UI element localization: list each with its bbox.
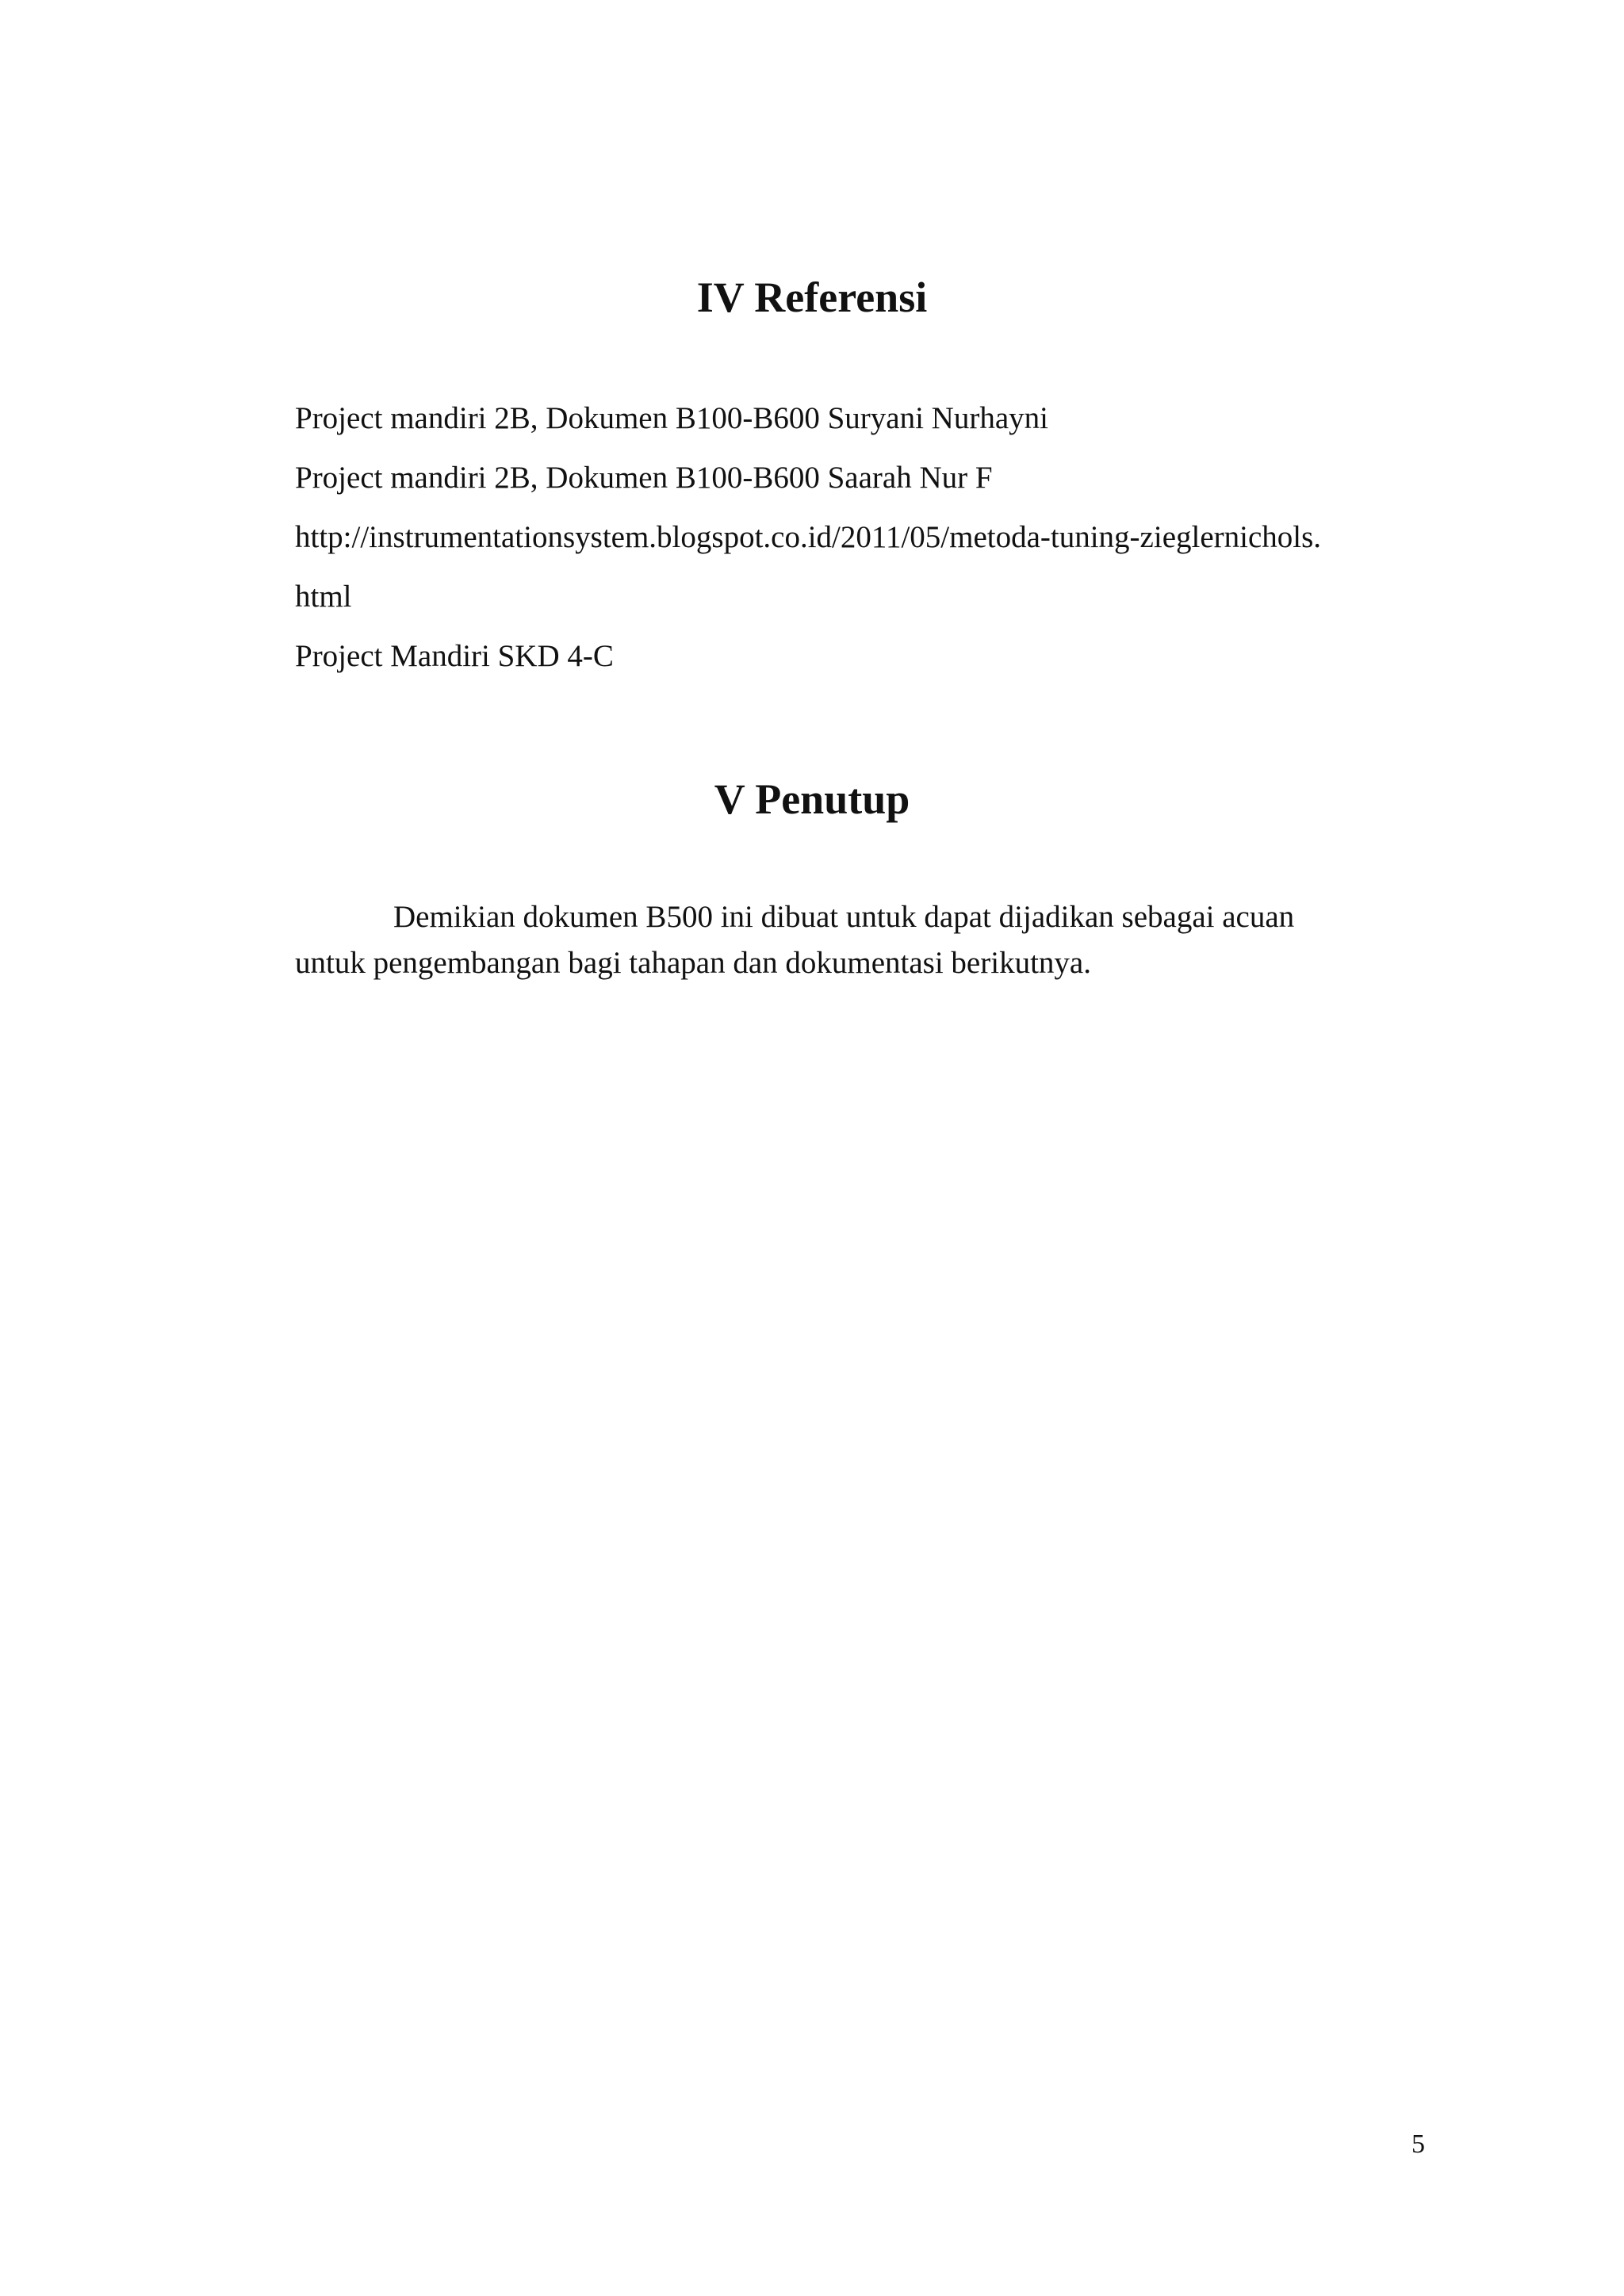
references-heading: IV Referensi bbox=[696, 274, 928, 321]
reference-line-4-url-cont: html bbox=[295, 580, 352, 614]
closing-heading: V Penutup bbox=[714, 775, 910, 823]
reference-line-1: Project mandiri 2B, Dokumen B100-B600 Suryani Nurhayni bbox=[295, 401, 1048, 435]
references-list bbox=[295, 395, 1484, 692]
closing-paragraph bbox=[295, 894, 1350, 986]
reference-line-5: Project Mandiri SKD 4-C bbox=[295, 639, 614, 673]
reference-line-2: Project mandiri 2B, Dokumen B100-B600 Saarah Nur F bbox=[295, 461, 993, 495]
closing-paragraph-text: Demikian dokumen B500 ini dibuat untuk dapat dijadikan sebagai acuan untuk pengembangan bagi tahapan dan dokumentasi berikutnya. bbox=[295, 900, 1295, 980]
page-number: 5 bbox=[1411, 2130, 1425, 2159]
reference-line-3-url: http://instrumentationsystem.blogspot.co.id/2011/05/metoda-tuning-zieglernichols. bbox=[295, 520, 1322, 554]
